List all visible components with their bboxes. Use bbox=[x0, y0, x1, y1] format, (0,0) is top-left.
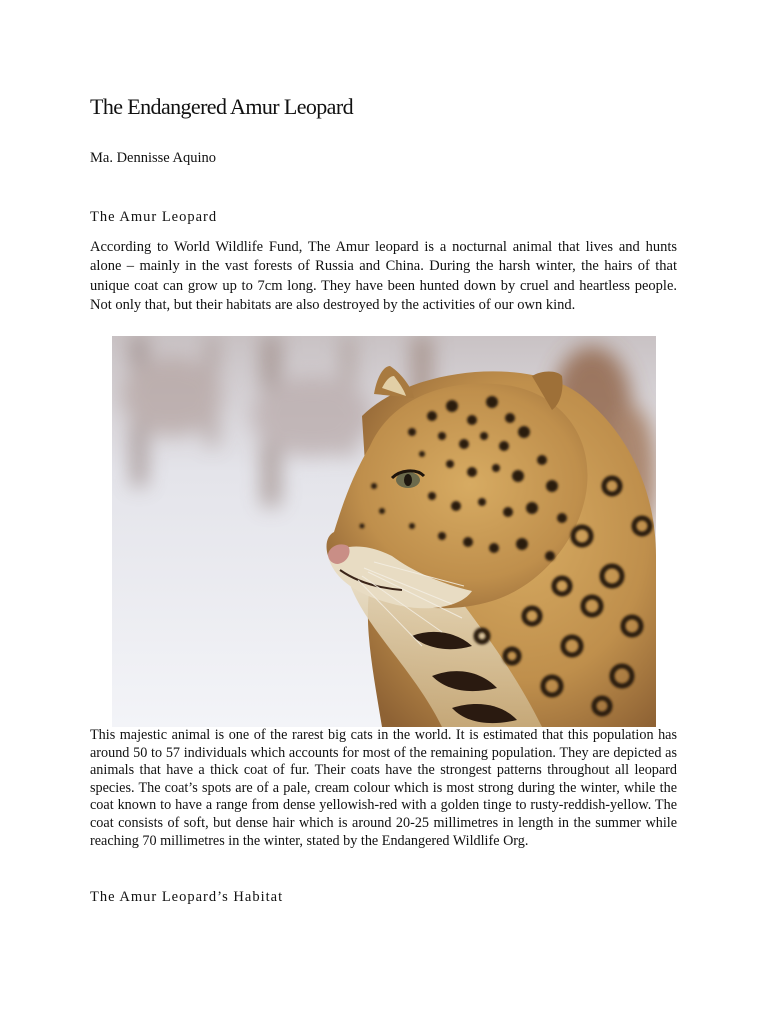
amur-leopard-photo bbox=[112, 336, 656, 727]
author-name: Ma. Dennisse Aquino bbox=[90, 150, 217, 166]
description-paragraph: This majestic animal is one of the rarest big cats in the world. It is estimated that this population has around 50 to 57 individuals which accounts for most of the remaining population. They are depicted as animals that have a thick coat of fur. Their coats have the strongest patterns throughout all leopard species. The coat’s spots are of a pale, cream colour which is most strong during the winter, while the coat known to have a range from dense yellowish-red with a golden tinge to rusty-reddish-yellow. The coat consists of soft, but dense hair which is around 20-25 millimetres in length in the summer while reaching 70 millimetres in the winter, stated by the Endangered Wildlife Org. bbox=[90, 727, 677, 849]
section-heading-habitat: The Amur Leopard’s Habitat bbox=[90, 889, 284, 905]
section-heading-amur-leopard: The Amur Leopard bbox=[90, 209, 218, 225]
document-title: The Endangered Amur Leopard bbox=[90, 94, 353, 119]
intro-paragraph: According to World Wildlife Fund, The Amur leopard is a nocturnal animal that lives and hunts alone – mainly in the vast forests of Russia and China. During the harsh winter, the hairs of that unique coat can grow up to 7cm long. They have been hunted down by cruel and heartless people. Not only that, but their habitats are also destroyed by the activities of our own kind. bbox=[90, 239, 677, 313]
